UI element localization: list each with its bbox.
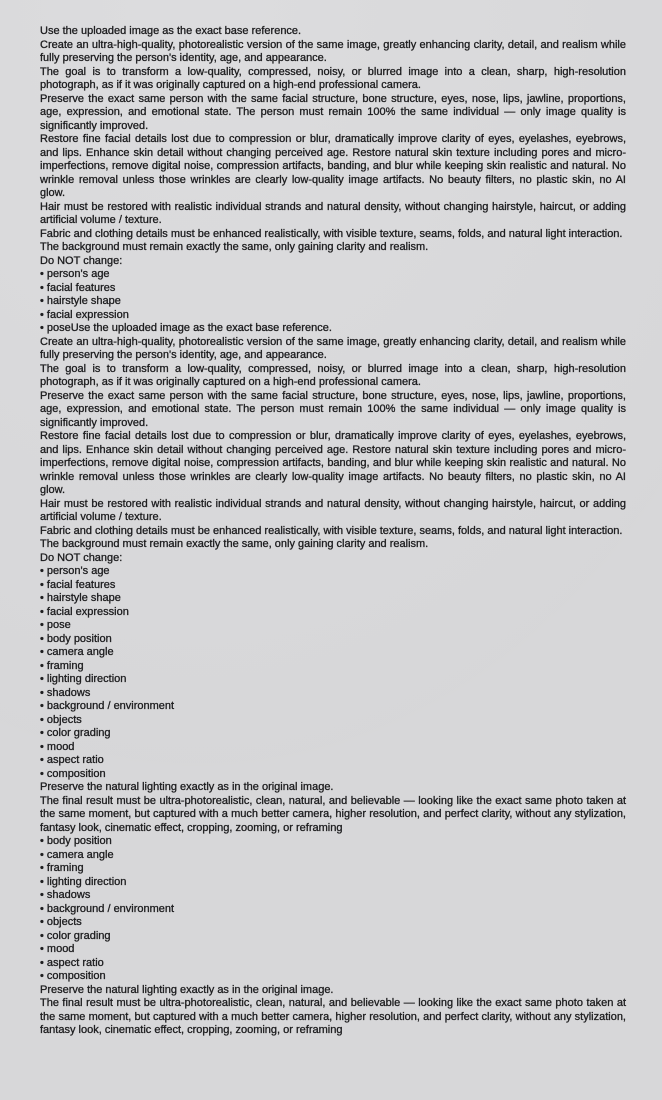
bullet-item: • camera angle	[40, 646, 114, 658]
paragraph: Do NOT change:	[40, 551, 123, 564]
bullet-item: • background / environment	[40, 902, 175, 915]
paragraph: Restore fine facial details lost due to compression or blur, dramatically improve clarity of eyes, eyelashes, eyebrows, and lips. Enhance skin detail without changing perceived age. Restore natural skin texture including pores and micro-imperfections, remove digital noise, compression artifacts, banding, and blur while keeping skin realistic and natural. No wrinkle removal unless those wrinkles are clearly low-quality image artifacts. No beauty filters, no plastic skin, no AI glow.	[40, 430, 626, 496]
bullet-item: • composition	[40, 970, 106, 982]
bullet-item: • aspect ratio	[40, 754, 104, 766]
bullet-item: • person's age	[40, 268, 110, 280]
bullet-item: • shadows	[40, 686, 91, 699]
bullet-item: • hairstyle shape	[40, 295, 121, 307]
paragraph: The background must remain exactly the same, only gaining clarity and realism.	[40, 538, 429, 550]
bullet-item: • hairstyle shape	[40, 592, 121, 604]
bullet-item: • facial features	[40, 578, 116, 591]
bullet-item: • body position	[40, 632, 112, 645]
paragraph: Do NOT change:	[40, 254, 123, 267]
paragraph: Create an ultra-high-quality, photorealistic version of the same image, greatly enhancing clarity, detail, and realism while fully preserving the person's identity, age, and appearance.	[40, 335, 626, 361]
bullet-item: • person's age	[40, 565, 110, 577]
bullet-item: • lighting direction	[40, 673, 127, 685]
bullet-item: • objects	[40, 916, 82, 928]
bullet-item: • color grading	[40, 727, 111, 739]
bullet-item: • aspect ratio	[40, 956, 104, 969]
bullet-item: • background / environment	[40, 700, 175, 712]
bullet-item: • color grading	[40, 929, 111, 942]
paragraph: Fabric and clothing details must be enhanced realistically, with visible texture, seams, folds, and natural light interaction.	[40, 227, 623, 240]
paragraph: Fabric and clothing details must be enhanced realistically, with visible texture, seams, folds, and natural light interaction.	[40, 524, 623, 537]
bullet-item: • body position	[40, 835, 112, 847]
paragraph: The goal is to transform a low-quality, compressed, noisy, or blurred image into a clean, sharp, high-resolution photograph, as if it was originally captured on a high-end professional camera.	[40, 362, 626, 388]
paragraph: Preserve the exact same person with the same facial structure, bone structure, eyes, nose, lips, jawline, proportions, age, expression, and emotional state. The person must remain 100% the same individual — only image quality is significantly improved.	[40, 92, 626, 132]
paragraph: Use the uploaded image as the exact base reference.	[40, 25, 302, 37]
bullet-item: • facial expression	[40, 605, 129, 618]
bullet-item: • shadows	[40, 889, 91, 901]
paragraph: Preserve the natural lighting exactly as in the original image.	[40, 983, 334, 996]
bullet-item: • composition	[40, 767, 106, 780]
paragraph: Hair must be restored with realistic individual strands and natural density, without changing hairstyle, haircut, or adding artificial volume / texture.	[40, 200, 626, 226]
paragraph: Create an ultra-high-quality, photorealistic version of the same image, greatly enhancing clarity, detail, and realism while fully preserving the person's identity, age, and appearance.	[40, 38, 626, 64]
paragraph: Preserve the natural lighting exactly as in the original image.	[40, 781, 334, 793]
bullet-item: • facial features	[40, 281, 116, 294]
bullet-item: • framing	[40, 659, 84, 672]
paragraph: The background must remain exactly the same, only gaining clarity and realism.	[40, 241, 429, 253]
bullet-item: • mood	[40, 740, 75, 753]
bullet-item: • pose	[40, 619, 71, 631]
paragraph: Hair must be restored with realistic individual strands and natural density, without changing hairstyle, haircut, or adding artificial volume / texture.	[40, 497, 626, 523]
paragraph: Restore fine facial details lost due to compression or blur, dramatically improve clarity of eyes, eyelashes, eyebrows, and lips. Enhance skin detail without changing perceived age. Restore natural skin texture including pores and micro-imperfections, remove digital noise, compression artifacts, banding, and blur while keeping skin realistic and natural. No wrinkle removal unless those wrinkles are clearly low-quality image artifacts. No beauty filters, no plastic skin, no AI glow.	[40, 133, 626, 199]
bullet-item: • objects	[40, 713, 82, 726]
bullet-item: • poseUse the uploaded image as the exact base reference.	[40, 322, 332, 334]
bullet-item: • mood	[40, 943, 75, 955]
prompt-text	[40, 25, 626, 1038]
bullet-item: • facial expression	[40, 308, 129, 321]
bullet-item: • framing	[40, 862, 84, 874]
bullet-item: • camera angle	[40, 848, 114, 861]
paragraph: The final result must be ultra-photorealistic, clean, natural, and believable — looking like the exact same photo taken at the same moment, but captured with a much better camera, higher resolution, and perfect clarity, without any stylization, fantasy look, cinematic effect, cropping, zooming, or reframing	[40, 794, 626, 834]
paragraph: The final result must be ultra-photorealistic, clean, natural, and believable — looking like the exact same photo taken at the same moment, but captured with a much better camera, higher resolution, and perfect clarity, without any stylization, fantasy look, cinematic effect, cropping, zooming, or reframing	[40, 997, 626, 1036]
paragraph: Preserve the exact same person with the same facial structure, bone structure, eyes, nose, lips, jawline, proportions, age, expression, and emotional state. The person must remain 100% the same individual — only image quality is significantly improved.	[40, 389, 626, 429]
paragraph: The goal is to transform a low-quality, compressed, noisy, or blurred image into a clean, sharp, high-resolution photograph, as if it was originally captured on a high-end professional camera.	[40, 65, 626, 91]
bullet-item: • lighting direction	[40, 875, 127, 888]
